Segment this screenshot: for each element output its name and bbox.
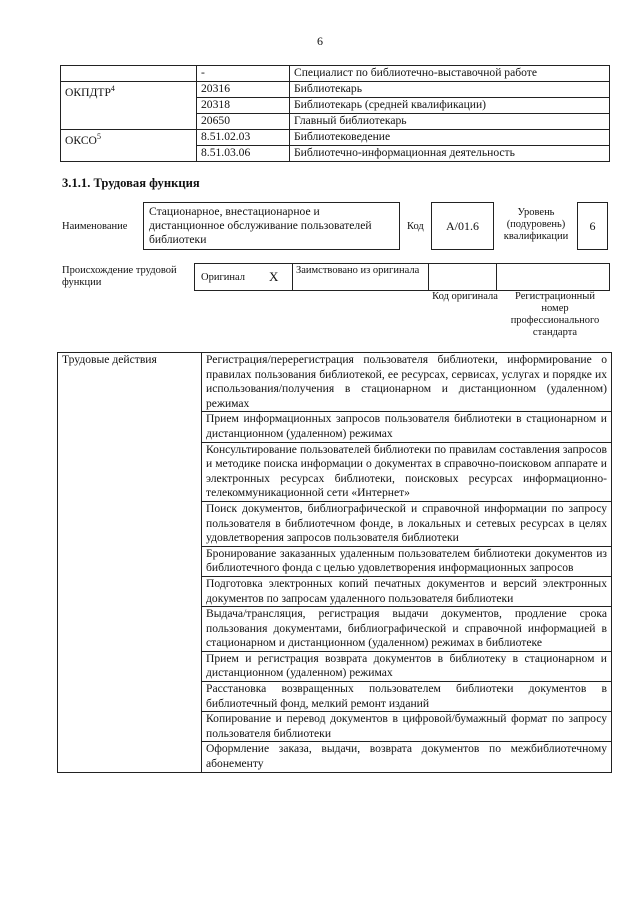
original-label: Оригинал — [201, 271, 245, 283]
page-number: 6 — [317, 34, 323, 48]
level-label: Уровень (подуровень) квалификации — [503, 207, 569, 242]
labor-action-item: Копирование и перевод документов в цифровой/бумажный формат по запросу пользователя библиотеки — [202, 712, 612, 742]
labor-actions-table — [57, 352, 612, 773]
classifier-cell — [61, 82, 197, 130]
name-cell: Библиотекарь (средней квалификации) — [290, 98, 610, 114]
function-name-value: Стационарное, внестационарное и дистанционное обслуживание пользователей библиотеки — [143, 202, 400, 250]
classifier-codes-table — [60, 65, 610, 162]
name-label: Наименование — [62, 221, 128, 232]
reg-number-cell — [497, 264, 609, 290]
name-cell: Библиотековедение — [290, 130, 610, 146]
code-original-label: Код оригинала — [432, 291, 498, 302]
labor-action-item: Подготовка электронных копий печатных документов и версий электронных документов по запросам удаленного пользователя библиотеки — [202, 576, 612, 606]
labor-action-item: Оформление заказа, выдачи, возврата документов по межбиблиотечному абонементу — [202, 742, 612, 772]
section-title: 3.1.1. Трудовая функция — [62, 176, 200, 190]
code-cell: 20316 — [197, 82, 290, 98]
labor-action-item: Бронирование заказанных удаленным пользователем библиотеки документов из библиотечного фонда с целью удовлетворения информационных запросов — [202, 546, 612, 576]
name-cell: Главный библиотекарь — [290, 114, 610, 130]
code-original-cell — [429, 264, 497, 290]
origin-label: Происхождение трудовой функции — [62, 265, 177, 288]
origin-row — [194, 263, 610, 291]
qualification-level-value: 6 — [577, 202, 608, 250]
code-cell: 8.51.02.03 — [197, 130, 290, 146]
borrowed-cell — [293, 264, 429, 290]
classifier-name: ОКПДТР — [65, 85, 111, 99]
labor-action-item: Консультирование пользователей библиотеки по правилам составления запросов и методике поиска информации о документах в справочно-поисковом аппарате и электронных ресурсах библиотеки, поисковых ресурсах информационно-телекоммуникационной сети «Интернет» — [202, 442, 612, 501]
code-cell: 20318 — [197, 98, 290, 114]
name-cell: Библиотечно-информационная деятельность — [290, 146, 610, 162]
labor-action-item: Выдача/трансляция, регистрация выдачи документов, продление срока пользования документами, библиографической и справочной информацией в стационарном и дистанционном (удаленном) режимах в библиотеке — [202, 607, 612, 652]
labor-action-item: Прием информационных запросов пользователя библиотеки в стационарном и дистанционном (удаленном) режимах — [202, 412, 612, 442]
code-cell: 8.51.03.06 — [197, 146, 290, 162]
labor-action-item: Прием и регистрация возврата документов в библиотеку в стационарном и дистанционном (удаленном) режимах — [202, 651, 612, 681]
table-row — [58, 353, 612, 412]
classifier-cell — [61, 130, 197, 162]
function-code-value: A/01.6 — [431, 202, 494, 250]
borrowed-label: Заимствовано из оригинала — [296, 265, 420, 276]
labor-actions-header: Трудовые действия — [58, 353, 202, 773]
labor-action-item: Расстановка возвращенных пользователем библиотеки документов в библиотечный фонд, мелкий ремонт изданий — [202, 682, 612, 712]
classifier-name: ОКСО — [65, 133, 97, 147]
code-cell: - — [197, 66, 290, 82]
table-row — [61, 82, 610, 98]
original-mark: X — [269, 269, 279, 284]
labor-action-item: Регистрация/перерегистрация пользователя библиотеки, информирование о правилах пользования библиотекой, ее ресурсах, сервисах, услугах и порядке их использования/получения в стационарном и дистанционном (удаленном) режимах — [202, 353, 612, 412]
classifier-cell — [61, 66, 197, 82]
footnote-mark: 5 — [96, 132, 101, 141]
footnote-mark: 4 — [110, 84, 115, 93]
code-cell: 20650 — [197, 114, 290, 130]
name-cell: Специалист по библиотечно-выставочной работе — [290, 66, 610, 82]
table-row — [61, 130, 610, 146]
code-label: Код — [407, 221, 424, 232]
reg-number-label: Регистрационный номер профессионального стандарта — [510, 291, 600, 338]
labor-action-item: Поиск документов, библиографической и справочной информации по запросу пользователя в библиотечном фонде, в локальных и сетевых ресурсах в целях удовлетворения запросов пользователя библиотеки — [202, 501, 612, 546]
name-cell: Библиотекарь — [290, 82, 610, 98]
original-cell — [195, 264, 293, 290]
table-row — [61, 66, 610, 82]
